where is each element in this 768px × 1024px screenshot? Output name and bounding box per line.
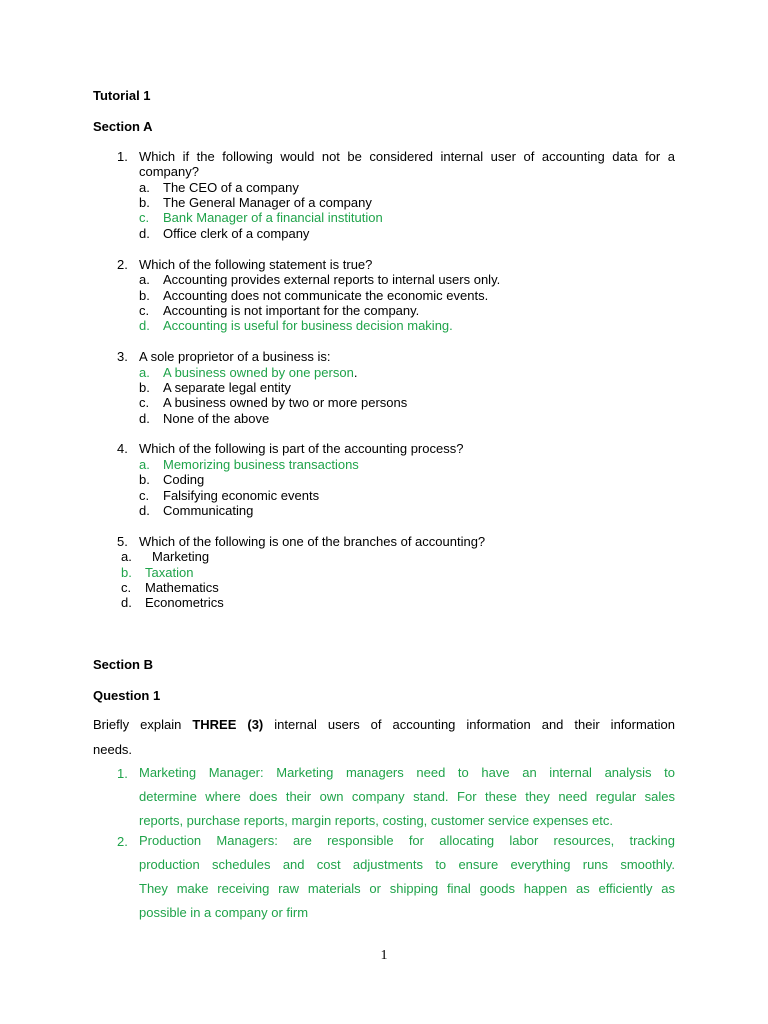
question-text-continued: company? — [139, 164, 199, 179]
option-text: Coding — [163, 472, 205, 487]
question-number: 3. — [117, 349, 128, 364]
option-text: A business owned by two or more persons — [163, 395, 408, 410]
option-letter: d. — [121, 595, 132, 610]
question-heading: Question 1 — [93, 688, 161, 703]
option-letter: a. — [121, 549, 132, 564]
answer-line: determine where does their own company stand. For these they need regular sales — [139, 789, 675, 804]
answer-line: Production Managers: are responsible for allocating labor resources, tracking — [139, 833, 675, 848]
answer-number: 1. — [117, 766, 128, 781]
option-letter: c. — [121, 580, 132, 595]
option-letter: b. — [139, 195, 150, 210]
correct-option-letter: a. — [139, 365, 150, 380]
answer-line: possible in a company or firm — [139, 905, 309, 920]
question-text: Which of the following is part of the accounting process? — [139, 441, 464, 456]
answer-line: production schedules and cost adjustments to ensure everything runs smoothly. — [139, 857, 675, 872]
option-text: Falsifying economic events — [163, 488, 320, 503]
option-text: The General Manager of a company — [163, 195, 372, 210]
correct-option-line — [163, 365, 357, 380]
correct-option-letter: c. — [139, 210, 150, 225]
question-text: A sole proprietor of a business is: — [139, 349, 331, 364]
question-number: 2. — [117, 257, 128, 272]
option-letter: d. — [139, 226, 150, 241]
correct-option-text: Taxation — [145, 565, 194, 580]
question-number: 1. — [117, 149, 128, 164]
prompt-text: Briefly explain — [93, 717, 193, 732]
section-a-heading: Section A — [93, 119, 153, 134]
question-number: 4. — [117, 441, 128, 456]
option-suffix: . — [353, 365, 358, 380]
answer-number: 2. — [117, 834, 128, 849]
correct-option-text: Memorizing business transactions — [163, 457, 359, 472]
question-text: Which of the following is one of the branches of accounting? — [139, 534, 486, 549]
option-letter: b. — [139, 288, 150, 303]
question-prompt-continued: needs. — [93, 742, 133, 757]
option-text: Econometrics — [145, 595, 224, 610]
question-text: Which if the following would not be considered internal user of accounting data for a — [139, 149, 675, 164]
option-letter: a. — [139, 180, 150, 195]
correct-option-letter: a. — [139, 457, 150, 472]
question-prompt — [93, 713, 675, 737]
option-text: Mathematics — [145, 580, 219, 595]
option-letter: b. — [139, 380, 150, 395]
correct-option-letter: b. — [121, 565, 132, 580]
option-letter: d. — [139, 503, 150, 518]
option-text: Marketing — [152, 549, 210, 564]
option-letter: c. — [139, 488, 150, 503]
option-letter: d. — [139, 411, 150, 426]
answer-line: They make receiving raw materials or shipping final goods happen as efficiently as — [139, 881, 675, 896]
question-text: Which of the following statement is true? — [139, 257, 373, 272]
option-text: Communicating — [163, 503, 254, 518]
option-letter: b. — [139, 472, 150, 487]
option-letter: c. — [139, 303, 150, 318]
tutorial-title: Tutorial 1 — [93, 88, 151, 103]
prompt-emphasis: THREE (3) — [192, 717, 264, 732]
correct-option-text: Bank Manager of a financial institution — [163, 210, 383, 225]
answer-line: Marketing Manager: Marketing managers need to have an internal analysis to — [139, 765, 675, 780]
option-letter: a. — [139, 272, 150, 287]
page-number: 1 — [380, 948, 388, 963]
option-text: Accounting is not important for the company. — [163, 303, 420, 318]
correct-option-text: A business owned by one person — [163, 365, 354, 380]
option-letter: c. — [139, 395, 150, 410]
option-text: Office clerk of a company — [163, 226, 310, 241]
question-number: 5. — [117, 534, 128, 549]
option-text: Accounting does not communicate the economic events. — [163, 288, 489, 303]
prompt-text-continued: internal users of accounting information and their information — [263, 717, 675, 732]
option-text: None of the above — [163, 411, 270, 426]
answer-line: reports, purchase reports, margin reports, costing, customer service expenses etc. — [139, 813, 613, 828]
section-b-heading: Section B — [93, 657, 153, 672]
option-text: The CEO of a company — [163, 180, 299, 195]
option-text: A separate legal entity — [163, 380, 291, 395]
correct-option-letter: d. — [139, 318, 150, 333]
option-text: Accounting provides external reports to internal users only. — [163, 272, 501, 287]
correct-option-text: Accounting is useful for business decision making. — [163, 318, 453, 333]
